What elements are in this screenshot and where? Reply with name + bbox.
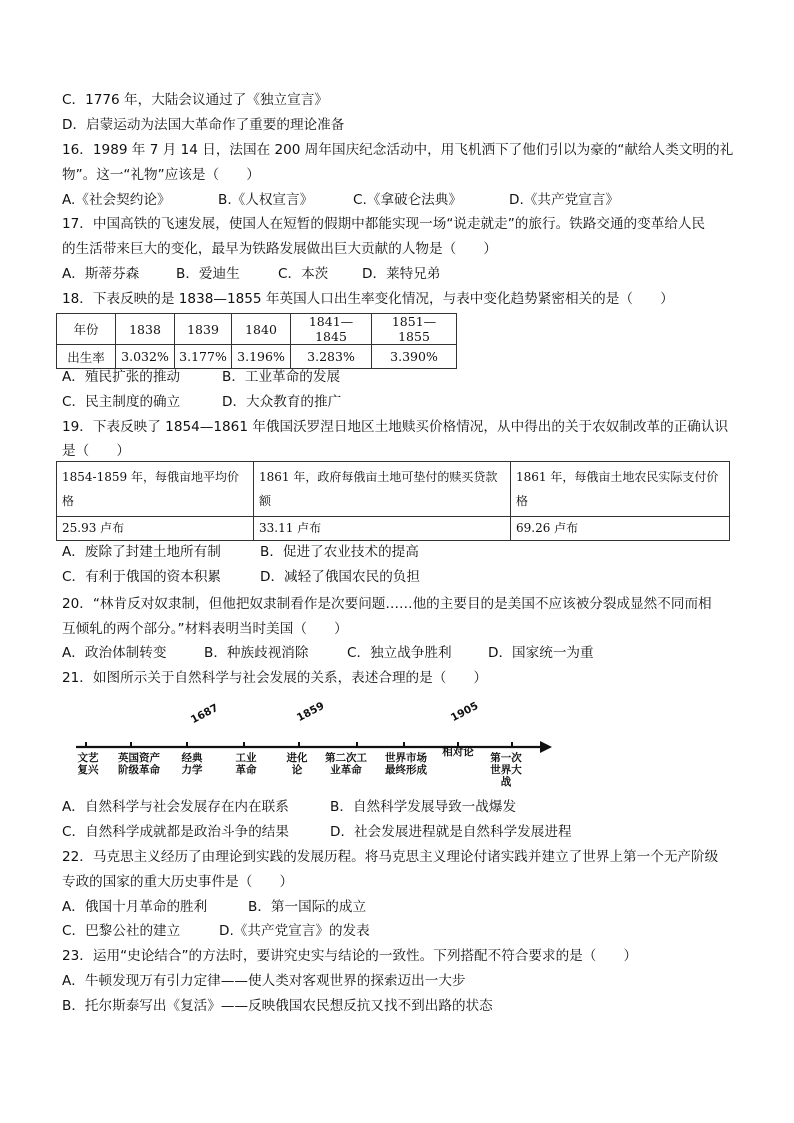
q20-stem-line2: 互倾轧的两个部分。”材料表明当时美国（ ） [62,621,348,637]
q22-stem-line1: 22．马克思主义经历了由理论到实践的发展历程。将马克思主义理论付诸实践并建立了世界上第一个无产阶级 [62,849,719,865]
q21-options-row1 [62,797,516,817]
q18-option-a[interactable]: A．殖民扩张的推动 [62,369,181,385]
q19-options-row2 [62,567,420,587]
table-cell: 33.11 卢布 [254,517,511,541]
q23-stem: 23．运用“史论结合”的方法时，要讲究史实与结论的一致性。下列搭配不符合要求的是（ ） [62,948,638,964]
q21-option-d[interactable]: D．社会发展进程就是自然科学发展进程 [330,824,572,840]
table-cell: 年份 [57,314,116,345]
table-row [57,345,457,369]
q19-option-d[interactable]: D．减轻了俄国农民的负担 [260,569,420,585]
q22-option-b[interactable]: B．第一国际的成立 [248,899,367,915]
q15-option-d: D．启蒙运动为法国大革命作了重要的理论准备 [62,117,345,133]
q18-option-d[interactable]: D．大众教育的推广 [222,394,342,410]
table-cell: 25.93 卢布 [57,517,254,541]
q19-stem-line2: 是（ ） [62,443,130,459]
q17-option-b[interactable]: B．爱迪生 [176,266,240,282]
q17-stem-line2: 的生活带来巨大的变化，最早为铁路发展做出巨大贡献的人物是（ ） [62,241,497,257]
table-cell: 1861 年，每俄亩土地农民实际支付价格 [511,462,730,517]
table-cell: 1854-1859 年，每俄亩地平均价格 [57,462,254,517]
year-marker-1859: 1859 [294,699,327,725]
timeline-label-second-industrial-revolution: 第二次工业革命 [325,752,367,776]
q22-options-row1 [62,897,366,917]
q22-options-row2 [62,921,370,941]
table-cell: 3.196% [232,345,291,369]
timeline-label-world-war-one: 第一次世界大战 [490,752,522,788]
q16-option-d[interactable]: D.《共产党宣言》 [509,192,619,208]
timeline-label-classical-mechanics: 经典力学 [181,752,203,776]
year-marker-1687: 1687 [188,701,221,727]
q18-option-b[interactable]: B．工业革命的发展 [222,369,341,385]
q16-option-a[interactable]: A.《社会契约论》 [62,192,171,208]
timeline-label-industrial-revolution: 工业革命 [235,752,257,776]
birth-rate-table [56,313,457,369]
q18-options-row1 [62,367,340,387]
timeline-label-relativity: 相对论 [442,746,474,758]
q20-option-d[interactable]: D．国家统一为重 [488,645,594,661]
table-cell: 1841—1845 [291,314,372,345]
table-cell: 1851—1855 [372,314,457,345]
q22-option-d[interactable]: D.《共产党宣言》的发表 [219,923,370,939]
q19-stem-line1: 19．下表反映了 1854—1861 年俄国沃罗涅日地区土地赎买价格情况，从中得出的关于农奴制改革的正确认识 [62,419,729,435]
q16-stem-line1: 16．1989 年 7 月 14 日，法国在 200 周年国庆纪念活动中，用飞机洒下了他们引以为豪的“献给人类文明的礼 [62,142,734,158]
q23-option-a[interactable]: A．牛顿发现万有引力定律——使人类对客观世界的探索迈出一大步 [62,973,466,989]
q17-option-d[interactable]: D．莱特兄弟 [362,266,441,282]
q21-options-row2 [62,822,572,842]
table-row [57,517,730,541]
q16-stem-line2: 物”。这一“礼物”应该是（ ） [62,167,260,183]
table-cell: 1839 [175,314,232,345]
q23-option-b[interactable]: B．托尔斯泰写出《复活》——反映俄国农民想反抗又找不到出路的状态 [62,998,493,1014]
year-marker-1905: 1905 [448,699,481,725]
table-row [57,462,730,517]
table-cell: 1861 年，政府每俄亩土地可垫付的赎买贷款额 [254,462,511,517]
science-society-timeline [74,699,554,788]
table-cell: 1840 [232,314,291,345]
q21-stem: 21．如图所示关于自然科学与社会发展的关系，表述合理的是（ ） [62,670,488,686]
table-cell: 69.26 卢布 [511,517,730,541]
q19-option-b[interactable]: B．促进了农业技术的提高 [260,544,419,560]
q21-option-c[interactable]: C．自然科学成就都是政治斗争的结果 [62,824,289,840]
q21-option-b[interactable]: B．自然科学发展导致一战爆发 [330,799,517,815]
q20-stem-line1: 20．“林肯反对奴隶制，但他把奴隶制看作是次要问题……他的主要目的是美国不应该被分裂成显然不同而相 [62,596,712,612]
land-price-table [56,461,730,541]
timeline-label-world-market: 世界市场最终形成 [385,752,427,776]
table-cell: 3.283% [291,345,372,369]
q22-option-a[interactable]: A．俄国十月革命的胜利 [62,899,208,915]
table-cell: 出生率 [57,345,116,369]
q18-option-c[interactable]: C．民主制度的确立 [62,394,181,410]
q16-option-c[interactable]: C.《拿破仑法典》 [353,192,462,208]
table-cell: 3.177% [175,345,232,369]
q15-option-c: C．1776 年，大陆会议通过了《独立宣言》 [62,92,328,108]
q20-options [62,643,594,663]
q18-options-row2 [62,392,341,412]
q17-option-a[interactable]: A．斯蒂芬森 [62,266,140,282]
table-row [57,314,457,345]
q19-option-a[interactable]: A．废除了封建土地所有制 [62,544,221,560]
q16-options [62,190,619,210]
q20-option-b[interactable]: B．种族歧视消除 [204,645,309,661]
q21-option-a[interactable]: A．自然科学与社会发展存在内在联系 [62,799,289,815]
table-cell: 3.390% [372,345,457,369]
table-cell: 1838 [116,314,175,345]
table-cell: 3.032% [116,345,175,369]
q20-option-a[interactable]: A．政治体制转变 [62,645,167,661]
q18-stem: 18．下表反映的是 1838—1855 年英国人口出生率变化情况，与表中变化趋势紧密相关的是（ ） [62,291,674,307]
q19-option-c[interactable]: C．有利于俄国的资本积累 [62,569,222,585]
q20-option-c[interactable]: C．独立战争胜利 [347,645,452,661]
timeline-label-evolution: 进化论 [286,752,308,776]
q22-option-c[interactable]: C．巴黎公社的建立 [62,923,181,939]
q22-stem-line2: 专政的国家的重大历史事件是（ ） [62,874,294,890]
timeline-label-renaissance: 文艺复兴 [77,752,99,776]
q19-options-row1 [62,542,419,562]
q16-option-b[interactable]: B.《人权宣言》 [218,192,314,208]
q17-options [62,264,440,284]
q17-option-c[interactable]: C．本茨 [278,266,329,282]
q17-stem-line1: 17．中国高铁的飞速发展，使国人在短暂的假期中都能实现一场“说走就走”的旅行。铁路交通的变革给人民 [62,216,706,232]
timeline-label-english-revolution: 英国资产阶级革命 [118,752,160,776]
